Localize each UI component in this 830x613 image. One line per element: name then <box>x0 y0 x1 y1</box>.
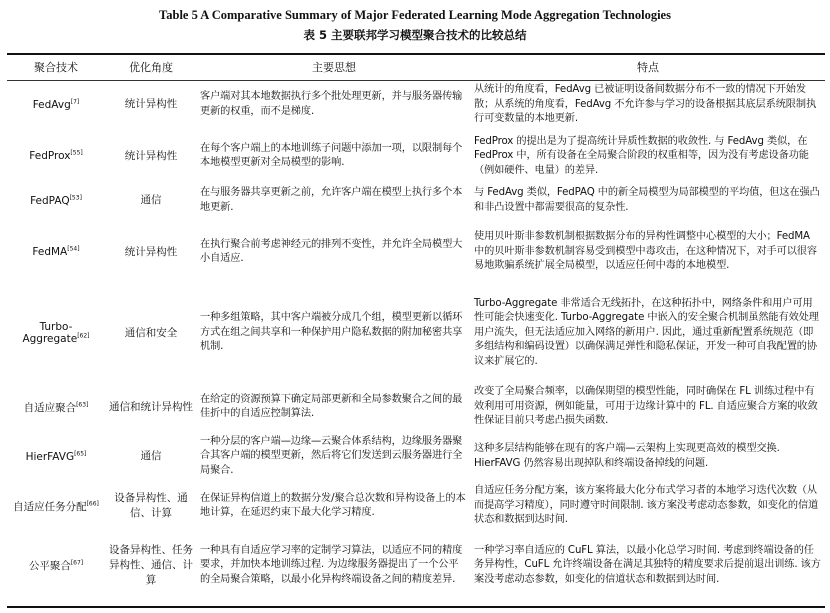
tech-cell <box>7 182 105 219</box>
angle-cell: 设备异构性、通信、计算 <box>114 492 188 520</box>
header-tech: 聚合技术 <box>34 60 78 74</box>
idea-cell: 在每个客户端上的本地训练子问题中添加一项，以限制每个本地模型更新对全局模型的影响. <box>200 142 463 169</box>
tech-name: FedProx <box>29 150 71 163</box>
feature-cell: 自适应任务分配方案，该方案将最大化分布式学习者的本地学习迭代次数（从而提高学习精度），同时遵守时间限制. 该方案没考虑动态参数，如变化的信道状态和数据到达时间. <box>474 485 819 526</box>
tech-name: Turbo-Aggregate <box>22 321 78 346</box>
angle-cell: 通信和统计异构性 <box>109 400 193 413</box>
feature-cell: 与 FedAvg 类似，FedPAQ 中的新全局模型为局部模型的平均值，但这在强凸和非凸设置中都需要很高的复杂性. <box>474 187 820 213</box>
angle-cell: 统计异构性 <box>124 149 178 162</box>
feature-cell: 改变了全局聚合频率，以确保期望的模型性能，同时确保在 FL 训练过程中有效利用可用资源，例如能量，可用于边缘计算中的 FL. 自适应聚合方案的收敛性保证目前只考虑凸损失函数. <box>474 386 818 427</box>
reference-mark: [55] <box>70 149 83 157</box>
angle-cell: 设备异构性、任务异构性、通信、计算 <box>109 544 193 587</box>
reference-mark: [63] <box>76 401 89 409</box>
table-row <box>7 532 825 599</box>
table-row <box>7 79 825 131</box>
tech-cell <box>7 381 105 433</box>
idea-cell: 在给定的资源预算下确定局部更新和全局参数聚合之间的最佳折中的自适应控制算法. <box>200 393 463 420</box>
table-row <box>7 285 825 381</box>
feature-cell: 使用贝叶斯非参数机制根据数据分布的异构性调整中心模型的大小；FedMA 中的贝叶斯非参数机制容易受到模型中毒攻击，在这种情况下，对手可以很容易地欺骗系统扩展全局模型，以适应任何中毒的本地模型. <box>474 231 817 272</box>
table-row <box>7 480 825 532</box>
tech-name: 自适应任务分配 <box>13 500 87 513</box>
table-row <box>7 219 825 285</box>
header-angle: 优化角度 <box>129 60 173 74</box>
tech-name: 自适应聚合 <box>23 401 77 414</box>
idea-cell: 一种具有自适应学习率的定制学习算法，以适应不同的精度要求，并加快本地训练过程. 为边缘服务器提出了一个公平的全局聚合策略，以最小化异构终端设备之间的精度差异. <box>200 544 463 585</box>
tech-cell <box>7 219 105 285</box>
idea-cell: 一种多组策略，其中客户端被分成几个组，模型更新以循环方式在组之间共享和一种保护用户隐私数据的附加秘密共享机制. <box>200 312 463 353</box>
tech-name: FedMA <box>32 246 68 259</box>
tech-name: FedAvg <box>32 98 71 111</box>
tech-name: FedPAQ <box>30 194 70 207</box>
table-row <box>7 381 825 433</box>
table-caption-english: Table 5 A Comparative Summary of Major Federated Learning Mode Aggregation Technologies <box>159 8 671 22</box>
header-feat: 特点 <box>637 60 659 74</box>
table-row <box>7 433 825 480</box>
bottom-rule <box>7 606 825 608</box>
reference-mark: [67] <box>70 559 84 567</box>
reference-mark: [7] <box>70 98 80 106</box>
feature-cell: 这种多层结构能够在现有的客户端—云架构上实现更高效的模型交换. HierFAVG 仍然容易出现掉队和终端设备掉线的问题. <box>474 443 780 469</box>
feature-cell: Turbo-Aggregate 非常适合无线拓扑，在这种拓扑中，网络条件和用户可用性可能会快速变化. Turbo-Aggregate 中嵌入的安全聚合机制虽然能有效处理用户流失，但无法适应加入网络的新用户. 因此，通过重新配置系统规范（即多组结构和编码设置）以确保满足弹性和隐私保证，开发一种可自我配置的协议来扩展它的. <box>474 297 819 368</box>
idea-cell: 一种分层的客户端—边缘—云聚合体系结构，边缘服务器聚合其客户端的模型更新，然后将它们发送到云服务器进行全局聚合. <box>200 435 463 476</box>
angle-cell: 通信 <box>140 450 162 463</box>
tech-cell <box>7 433 105 480</box>
feature-cell: 一种学习率自适应的 CuFL 算法，以最小化总学习时间. 考虑到终端设备的任务异构性，CuFL 允许终端设备在满足其独特的精度要求后提前退出训练. 该方案没考虑动态参数，如变化的信道状态和数据到达时间. <box>474 544 821 585</box>
table-header-row <box>7 54 825 79</box>
tech-cell <box>7 79 105 131</box>
reference-mark: [62] <box>77 332 90 340</box>
tech-cell <box>7 532 105 599</box>
angle-cell: 统计异构性 <box>124 98 178 111</box>
angle-cell: 通信 <box>140 194 162 207</box>
idea-cell: 客户端对其本地数据执行多个批处理更新，并与服务器传输更新的权重，而不是梯度. <box>200 91 463 117</box>
tech-cell <box>7 285 105 381</box>
idea-cell: 在保证异构信道上的数据分发/聚合总次数和异构设备上的本地计算，在延迟约束下最大化学习精度. <box>200 492 466 519</box>
reference-mark: [65] <box>74 450 87 458</box>
feature-cell: 从统计的角度看，FedAvg 已被证明设备间数据分布不一致的情况下开始发散；从系统的角度看，FedAvg 不允许参与学习的设备根据其底层系统限制执行可变数量的本地更新. <box>474 83 817 125</box>
table-caption-chinese: 表 5 主要联邦学习模型聚合技术的比较总结 <box>303 28 527 42</box>
tech-name: HierFAVG <box>25 450 75 463</box>
table-row <box>7 131 825 183</box>
feature-cell: FedProx 的提出是为了提高统计异质性数据的收敛性. 与 FedAvg 类似，在 FedProx 中，所有设备在全局聚合阶段的权重相等，因为没有考虑设备功能（例如硬件、电量）的差异. <box>474 135 809 176</box>
idea-cell: 在与服务器共享更新之前，允许客户端在模型上执行多个本地更新. <box>200 187 463 213</box>
table-row <box>7 182 825 219</box>
tech-cell <box>7 480 105 532</box>
reference-mark: [53] <box>69 194 82 202</box>
angle-cell: 通信和安全 <box>124 326 178 339</box>
tech-name: 公平聚合 <box>28 560 71 573</box>
header-idea: 主要思想 <box>312 60 356 74</box>
angle-cell: 统计异构性 <box>124 245 178 258</box>
reference-mark: [66] <box>86 500 99 508</box>
reference-mark: [54] <box>67 245 80 253</box>
tech-cell <box>7 131 105 183</box>
idea-cell: 在执行聚合前考虑神经元的排列不变性，并允许全局模型大小自适应. <box>200 238 463 265</box>
comparison-table <box>7 54 825 599</box>
